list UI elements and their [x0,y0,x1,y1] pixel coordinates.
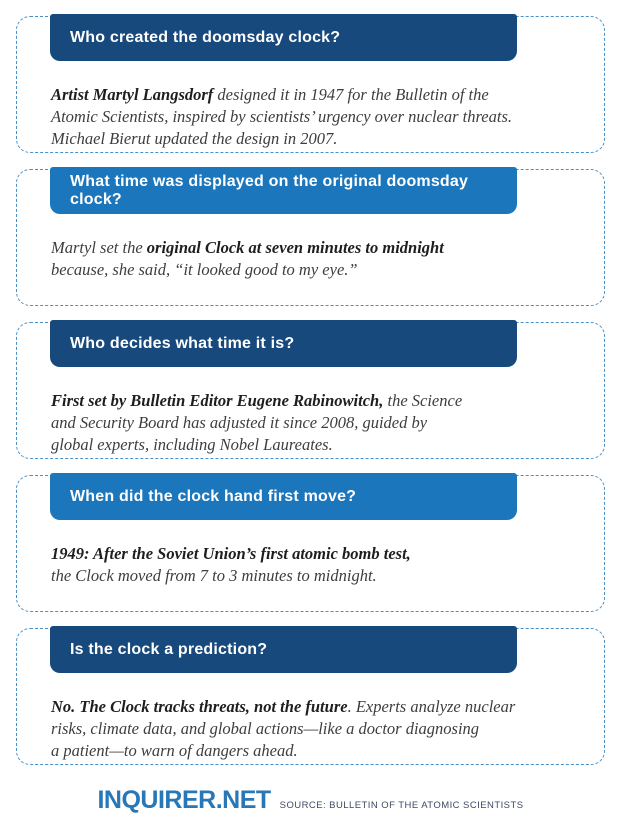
inquirer-net-logo: INQUIRER.NET [97,786,271,814]
answer-text [51,543,586,587]
answer-text [51,696,586,762]
question-header [50,320,517,367]
question-text: Who decides what time it is? [70,334,295,352]
answer-segment: Martyl set the [51,238,147,257]
answer-segment: global experts, including Nobel Laureates. [51,435,333,454]
question-text: What time was displayed on the original doomsday clock? [70,172,469,208]
answer-text [51,84,586,150]
question-header [50,14,517,61]
answer-emphasis: No. The Clock tracks threats, not the future [51,697,348,716]
faq-card-2 [16,169,605,306]
answer-segment: because, she said, “it looked good to my eye.” [51,260,358,279]
answer-segment: Michael Bierut updated the design in 2007. [51,129,338,148]
faq-card-1 [16,16,605,153]
answer-segment: risks, climate data, and global actions—like a doctor diagnosing [51,719,480,738]
question-text: Who created the doomsday clock? [70,28,341,46]
answer-emphasis: 1949: After the Soviet Union’s first atomic bomb test, [51,544,411,563]
question-header [50,473,517,520]
answer-emphasis: First set by Bulletin Editor Eugene Rabinowitch, [51,391,384,410]
source-credit: SOURCE: BULLETIN OF THE ATOMIC SCIENTISTS [279,800,524,811]
faq-card-4 [16,475,605,612]
footer [16,786,605,815]
answer-segment: the Clock moved from 7 to 3 minutes to midnight. [51,566,377,585]
answer-text [51,237,586,281]
faq-card-5 [16,628,605,765]
question-text: Is the clock a prediction? [70,640,268,658]
faq-card-list [16,16,605,765]
question-text: When did the clock hand first move? [70,487,357,505]
question-header [50,626,517,673]
answer-emphasis: original Clock at seven minutes to midnight [146,238,444,257]
answer-segment: Atomic Scientists, inspired by scientists’ urgency over nuclear threats. [51,107,512,126]
faq-card-3 [16,322,605,459]
answer-segment: the Science [383,391,463,410]
answer-text [51,390,586,456]
answer-segment: . Experts analyze nuclear [347,697,516,716]
answer-segment: and Security Board has adjusted it since 2008, guided by [51,413,428,432]
answer-segment: designed it in 1947 for the Bulletin of the [213,85,489,104]
answer-emphasis: Artist Martyl Langsdorf [51,85,214,104]
question-header [50,167,517,214]
answer-segment: a patient—to warn of dangers ahead. [51,741,298,760]
